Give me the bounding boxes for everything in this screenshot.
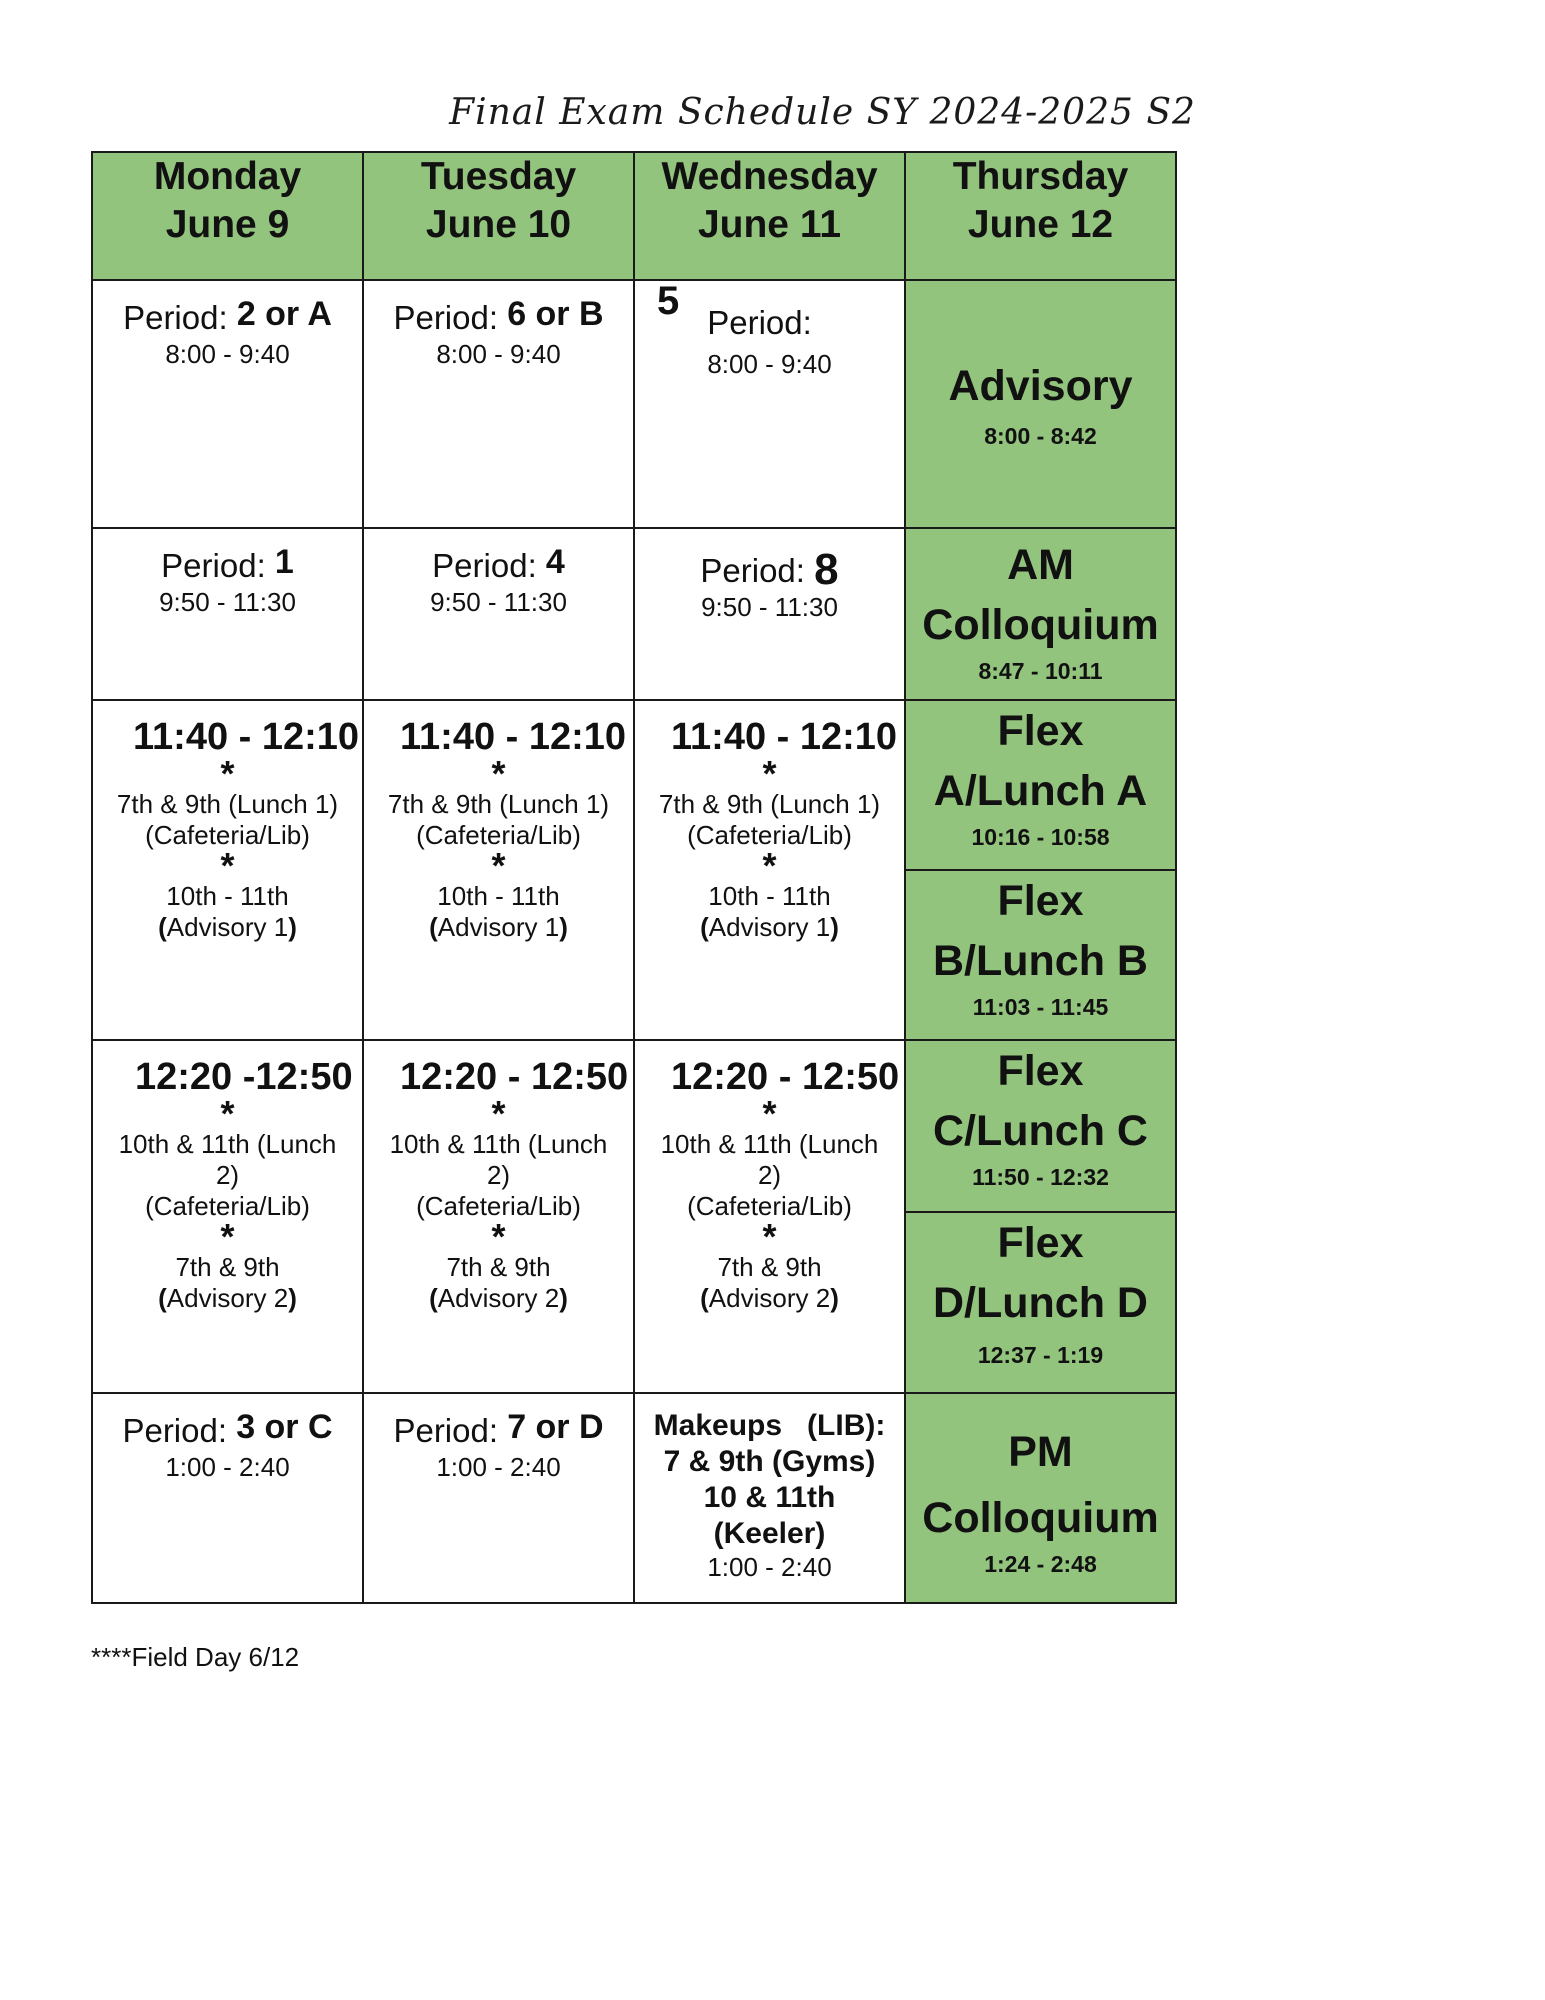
asterisk-icon: * — [220, 753, 235, 794]
time-range: 12:20 -12:50 — [135, 1056, 353, 1098]
time-range: 11:40 - 12:10 — [671, 716, 898, 758]
period-label: Period: — [432, 547, 537, 584]
cell-wednesday-lunch-2 — [634, 1040, 905, 1393]
session-name: Flex — [997, 1219, 1084, 1267]
period-label: Period: — [393, 299, 499, 336]
cell-wednesday-makeups — [634, 1393, 905, 1603]
period-line — [93, 1406, 362, 1452]
session-name-2: C/Lunch C — [933, 1107, 1148, 1155]
cell-monday-lunch-2 — [92, 1040, 363, 1393]
makeups-heading: Makeups (LIB): — [653, 1409, 886, 1442]
time-range: 1:00 - 2:40 — [436, 1452, 561, 1482]
thursday-flex-b — [905, 870, 1176, 1040]
session-time: 11:03 - 11:45 — [972, 994, 1109, 1020]
asterisk-icon: * — [491, 753, 506, 794]
makeups-gyms: 7 & 9th (Gyms) — [663, 1445, 876, 1478]
time-range: 8:00 - 9:40 — [707, 349, 832, 379]
lunch-group-2: 2) — [486, 1160, 511, 1190]
session-name: AM — [1007, 541, 1074, 589]
header-row — [92, 152, 1176, 280]
session-name-2: Colloquium — [922, 601, 1159, 649]
exam-row-1 — [92, 280, 1176, 528]
asterisk-icon: * — [220, 1216, 235, 1257]
advisory-group: 10th - 11th — [708, 881, 831, 911]
cell-tuesday-period-1 — [363, 280, 634, 528]
asterisk-icon: * — [491, 1093, 506, 1134]
time-range: 9:50 - 11:30 — [430, 587, 567, 617]
asterisk-icon: * — [762, 1216, 777, 1257]
time-range: 12:20 - 12:50 — [671, 1056, 900, 1098]
session-name-2: B/Lunch B — [933, 937, 1148, 985]
session-name: Advisory — [948, 362, 1133, 410]
period-label: Period: — [161, 547, 266, 584]
lunch-group-2: 2) — [215, 1160, 240, 1190]
asterisk-icon: * — [762, 1093, 777, 1134]
cell-monday-period-1 — [92, 280, 363, 528]
asterisk-icon: * — [762, 753, 777, 794]
period-line — [93, 293, 362, 339]
cell-tuesday-lunch-2 — [363, 1040, 634, 1393]
period-value: 7 or D — [507, 1408, 604, 1446]
header-tuesday — [363, 152, 634, 280]
lunch-location: (Cafeteria/Lib) — [145, 820, 310, 850]
day-name: Thursday — [952, 155, 1129, 198]
session-name: Flex — [997, 877, 1084, 925]
thursday-flex-c — [905, 1040, 1176, 1212]
thursday-am-colloquium — [905, 528, 1176, 700]
period-label: Period: — [122, 1412, 228, 1449]
page-title: Final Exam Schedule SY 2024-2025 S2 — [449, 92, 1196, 133]
period-line — [93, 541, 362, 587]
period-label: Period: — [393, 1412, 499, 1449]
period-value: 6 or B — [507, 295, 604, 333]
lunch-location: (Cafeteria/Lib) — [416, 820, 581, 850]
period-value: 4 — [545, 543, 565, 581]
cell-wednesday-period-2 — [634, 528, 905, 700]
makeups-grades: 10 & 11th — [703, 1481, 836, 1514]
advisory-location: (Advisory 1) — [158, 912, 297, 942]
advisory-location: (Advisory 2) — [700, 1283, 839, 1313]
period-label: Period: — [707, 304, 812, 341]
asterisk-icon: * — [220, 1093, 235, 1134]
thursday-advisory — [905, 280, 1176, 528]
day-name: Wednesday — [661, 155, 878, 198]
asterisk-icon: * — [491, 1216, 506, 1257]
advisory-location: (Advisory 2) — [429, 1283, 568, 1313]
exam-row-last — [92, 1393, 1176, 1603]
lunch-location: (Cafeteria/Lib) — [145, 1191, 310, 1221]
time-range: 9:50 - 11:30 — [159, 587, 296, 617]
advisory-group: 7th & 9th — [446, 1252, 551, 1282]
period-value: 8 — [814, 545, 839, 594]
period-line — [364, 541, 633, 587]
session-time: 1:24 - 2:48 — [984, 1551, 1097, 1577]
day-name: Tuesday — [420, 155, 577, 198]
advisory-group: 10th - 11th — [166, 881, 289, 911]
cell-wednesday-period-1 — [634, 280, 905, 528]
time-range: 8:00 - 9:40 — [436, 339, 561, 369]
cell-tuesday-period-last — [363, 1393, 634, 1603]
lunch-2-row — [92, 1040, 1176, 1212]
time-range: 8:00 - 9:40 — [165, 339, 290, 369]
lunch-group: 10th & 11th (Lunch — [660, 1129, 879, 1159]
asterisk-icon: * — [220, 845, 235, 886]
lunch-group-2: 2) — [757, 1160, 782, 1190]
time-range: 9:50 - 11:30 — [701, 592, 838, 622]
header-wednesday — [634, 152, 905, 280]
session-name: Flex — [997, 1047, 1084, 1095]
time-range: 11:40 - 12:10 — [133, 716, 360, 758]
day-date: June 11 — [697, 203, 842, 246]
cell-tuesday-lunch-1 — [363, 700, 634, 1040]
cell-monday-lunch-1 — [92, 700, 363, 1040]
header-monday — [92, 152, 363, 280]
session-time: 8:00 - 8:42 — [984, 423, 1097, 449]
period-line — [364, 293, 633, 339]
day-date: June 12 — [967, 203, 1114, 246]
cell-monday-period-2 — [92, 528, 363, 700]
session-name-2: D/Lunch D — [933, 1279, 1148, 1327]
advisory-group: 7th & 9th — [175, 1252, 280, 1282]
period-label: Period: — [123, 299, 228, 336]
time-range: 1:00 - 2:40 — [707, 1552, 832, 1582]
session-time: 10:16 - 10:58 — [971, 824, 1110, 850]
lunch-location: (Cafeteria/Lib) — [687, 1191, 852, 1221]
period-line — [364, 1406, 633, 1452]
day-date: June 9 — [165, 203, 290, 246]
thursday-flex-d — [905, 1212, 1176, 1393]
session-name-2: A/Lunch A — [933, 767, 1148, 815]
cell-monday-period-last — [92, 1393, 363, 1603]
time-range: 11:40 - 12:10 — [400, 716, 627, 758]
day-date: June 10 — [425, 203, 572, 246]
session-time: 11:50 - 12:32 — [972, 1164, 1109, 1190]
lunch-group: 10th & 11th (Lunch — [118, 1129, 337, 1159]
session-time: 8:47 - 10:11 — [978, 658, 1103, 684]
advisory-location: (Advisory 2) — [158, 1283, 297, 1313]
advisory-group: 10th - 11th — [437, 881, 560, 911]
period-label: Period: — [700, 552, 805, 589]
lunch-group: 7th & 9th (Lunch 1) — [116, 789, 339, 819]
lunch-1-row — [92, 700, 1176, 870]
thursday-pm-colloquium — [905, 1393, 1176, 1603]
asterisk-icon: * — [491, 845, 506, 886]
period-value: 1 — [274, 543, 294, 581]
day-name: Monday — [153, 155, 302, 198]
session-name: PM — [1008, 1428, 1073, 1476]
advisory-group: 7th & 9th — [717, 1252, 822, 1282]
advisory-location: (Advisory 1) — [700, 912, 839, 942]
period-value: 2 or A — [236, 295, 332, 333]
exam-row-2 — [92, 528, 1176, 700]
asterisk-icon: * — [762, 845, 777, 886]
lunch-group: 7th & 9th (Lunch 1) — [387, 789, 610, 819]
header-thursday — [905, 152, 1176, 280]
footer-note: ****Field Day 6/12 — [91, 1642, 300, 1672]
exam-schedule-table — [91, 151, 1177, 1604]
lunch-group: 7th & 9th (Lunch 1) — [658, 789, 881, 819]
time-range: 12:20 - 12:50 — [400, 1056, 629, 1098]
session-name: Flex — [997, 707, 1084, 755]
advisory-location: (Advisory 1) — [429, 912, 568, 942]
lunch-location: (Cafeteria/Lib) — [416, 1191, 581, 1221]
session-name-2: Colloquium — [922, 1494, 1159, 1542]
session-time: 12:37 - 1:19 — [977, 1342, 1104, 1368]
lunch-group: 10th & 11th (Lunch — [389, 1129, 608, 1159]
thursday-flex-a — [905, 700, 1176, 870]
period-value: 5 — [657, 280, 680, 323]
time-range: 1:00 - 2:40 — [165, 1452, 290, 1482]
period-line — [635, 545, 904, 594]
cell-wednesday-lunch-1 — [634, 700, 905, 1040]
makeups-keeler: (Keeler) — [713, 1517, 826, 1550]
lunch-location: (Cafeteria/Lib) — [687, 820, 852, 850]
period-value: 3 or C — [236, 1408, 333, 1446]
cell-tuesday-period-2 — [363, 528, 634, 700]
